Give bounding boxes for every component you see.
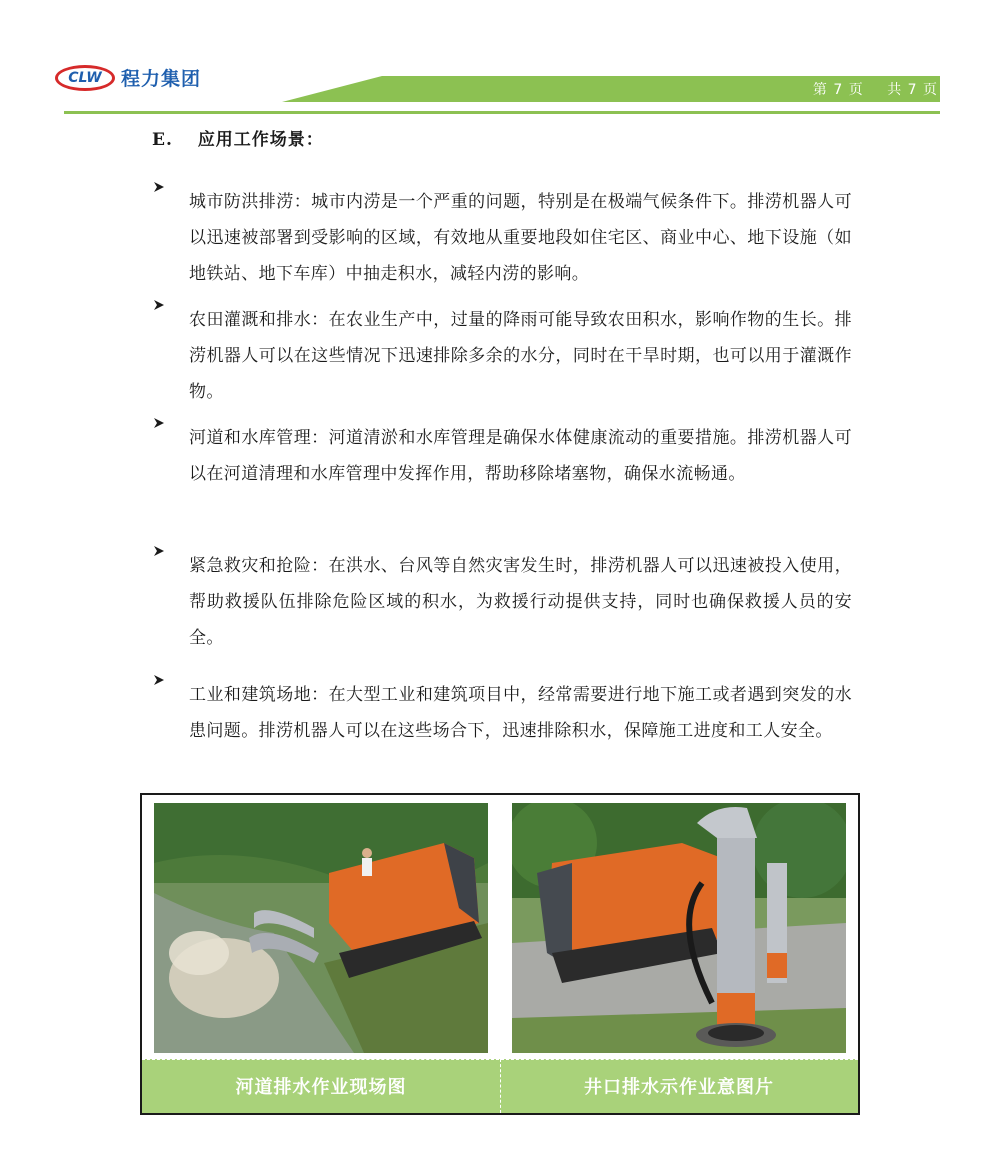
arrow-bullet-icon	[152, 180, 166, 194]
page-number	[807, 79, 938, 99]
section-letter: E.	[152, 130, 173, 150]
list-item-text: 农田灌溉和排水：在农业生产中，过量的降雨可能导致农田积水，影响作物的生长。排涝机器人可以在这些情况下迅速排除多余的水分，同时在干旱时期，也可以用于灌溉作物。	[189, 310, 852, 402]
left-photo-caption: 河道排水作业现场图	[235, 1077, 407, 1098]
list-item-text: 河道和水库管理：河道清淤和水库管理是确保水体健康流动的重要措施。排涝机器人可以在河道清理和水库管理中发挥作用，帮助移除堵塞物，确保水流畅通。	[189, 428, 852, 484]
section-heading: 应用工作场景：	[197, 130, 324, 150]
logo-abbr: CLW	[68, 69, 102, 86]
right-photo-caption: 井口排水示作业意图片	[584, 1077, 774, 1098]
list-item-text: 紧急救灾和抢险：在洪水、台风等自然灾害发生时，排涝机器人可以迅速被投入使用，帮助救援队伍排除危险区域的积水，为救援行动提供支持，同时也确保救援人员的安全。	[189, 556, 852, 648]
list-item	[152, 184, 852, 292]
page-current: 第 7 页	[812, 82, 864, 98]
arrow-bullet-icon	[152, 673, 166, 687]
arrow-bullet-icon	[152, 544, 166, 558]
river-drainage-photo	[154, 803, 488, 1053]
section-title	[152, 125, 324, 150]
list-item	[152, 677, 852, 749]
header-rule	[64, 111, 940, 114]
photo-panel	[140, 793, 860, 1115]
arrow-bullet-icon	[152, 298, 166, 312]
list-item-text: 工业和建筑场地：在大型工业和建筑项目中，经常需要进行地下施工或者遇到突发的水患问题。排涝机器人可以在这些场合下，迅速排除积水，保障施工进度和工人安全。	[189, 685, 852, 741]
list-item	[152, 548, 852, 656]
well-drainage-photo	[512, 803, 846, 1053]
logo-emblem	[55, 65, 115, 91]
company-logo	[55, 64, 201, 91]
list-item	[152, 302, 852, 410]
list-item-text: 城市防洪排涝：城市内涝是一个严重的问题，特别是在极端气候条件下。排涝机器人可以迅速被部署到受影响的区域，有效地从重要地段如住宅区、商业中心、地下设施（如地铁站、地下车库）中抽走积水，减轻内涝的影响。	[189, 192, 852, 284]
arrow-bullet-icon	[152, 416, 166, 430]
caption-strip	[142, 1059, 858, 1113]
page-total: 共 7 页	[887, 82, 938, 98]
list-item	[152, 420, 852, 492]
logo-name: 程力集团	[121, 68, 202, 90]
